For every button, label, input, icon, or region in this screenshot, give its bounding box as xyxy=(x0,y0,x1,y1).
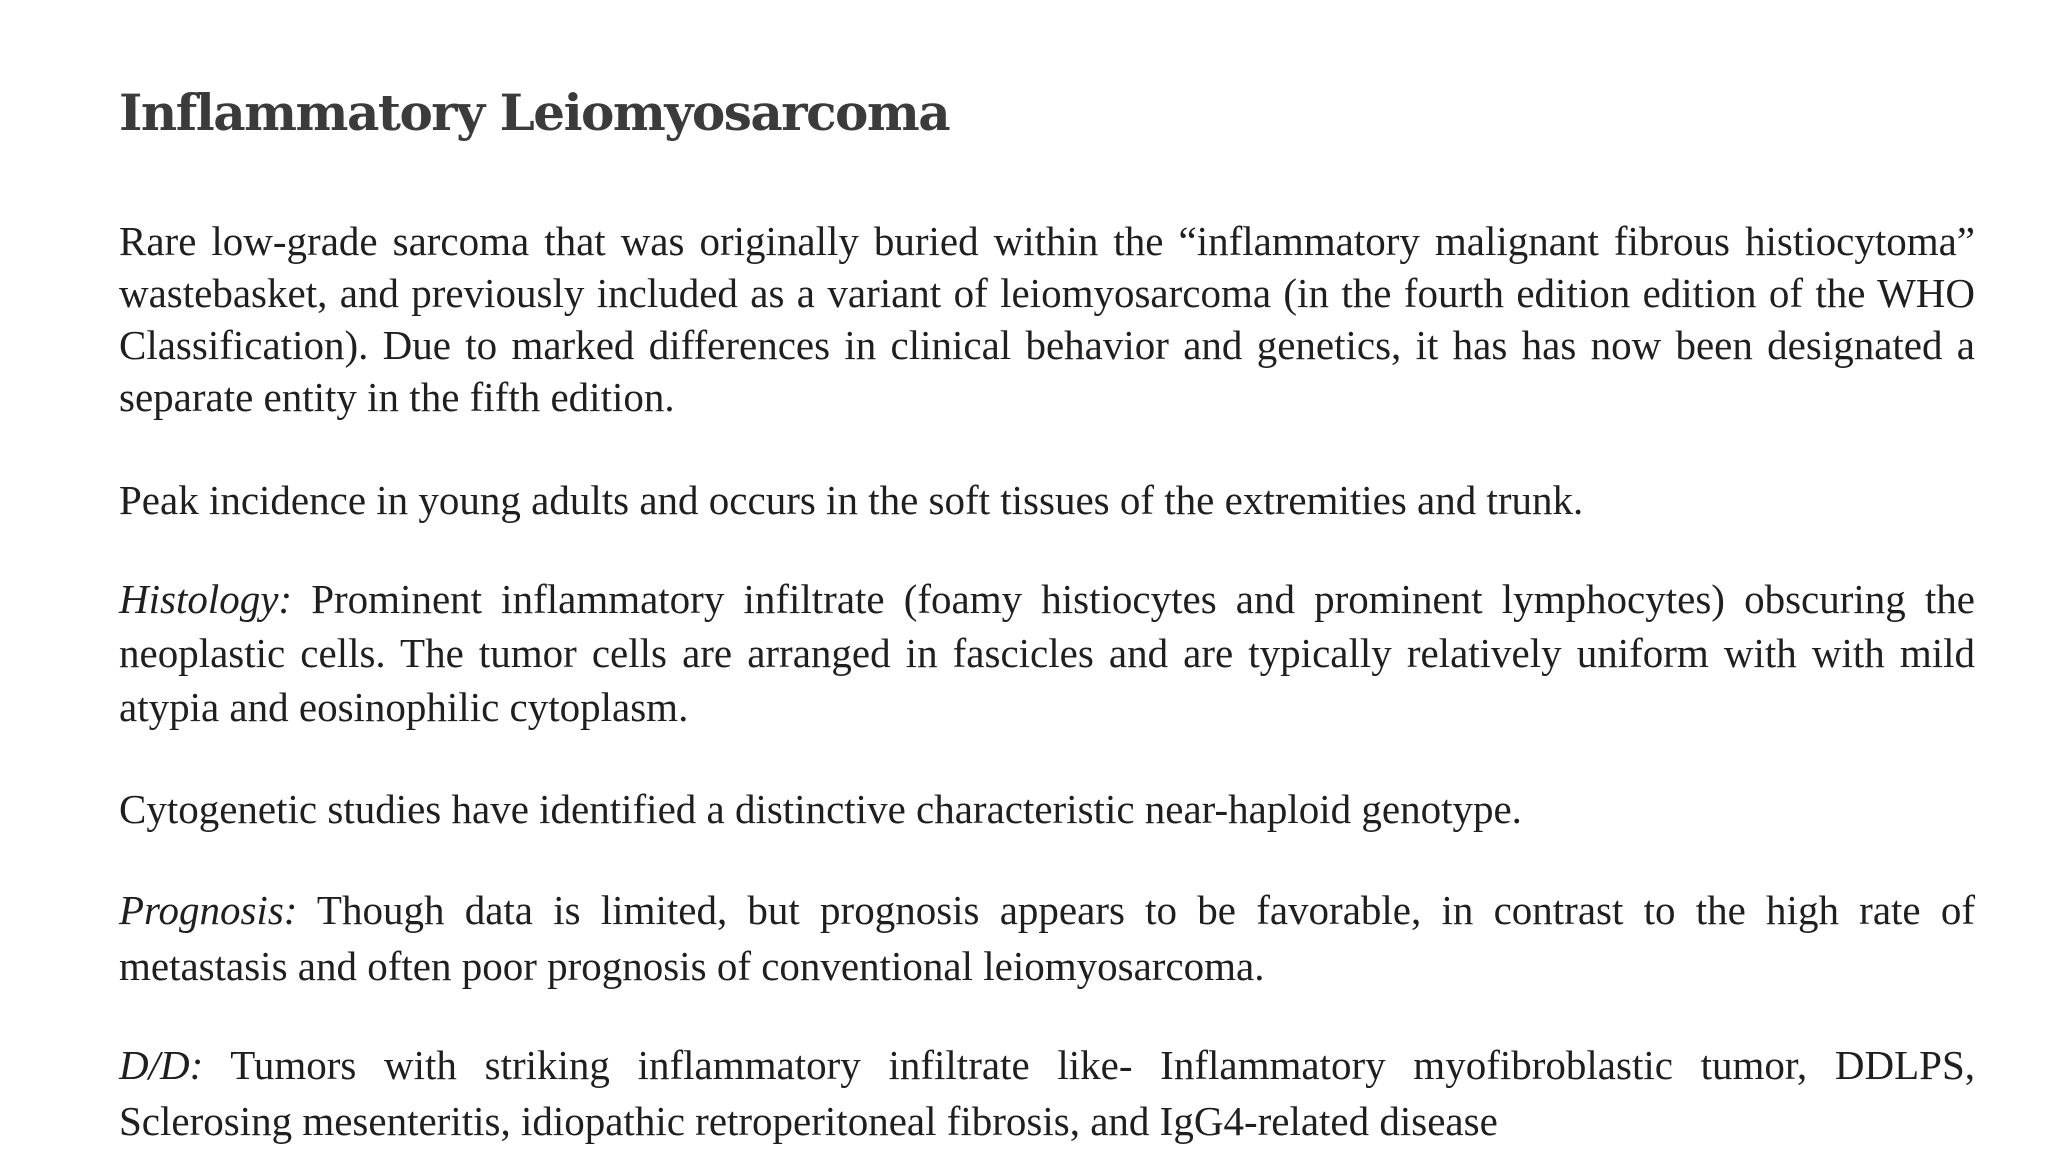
slide-title: Inflammatory Leiomyosarcoma xyxy=(119,83,950,142)
prognosis-text: Though data is limited, but prognosis appears to be favorable, in contrast to the high rate of metastasis and often poor prognosis of conventional leiomyosarcoma. xyxy=(119,887,1975,989)
differential-diagnosis-paragraph xyxy=(119,1037,1975,1149)
prognosis-label: Prognosis: xyxy=(119,887,298,933)
cytogenetics-paragraph: Cytogenetic studies have identified a distinctive characteristic near-haploid genotype. xyxy=(119,786,1522,832)
histology-paragraph xyxy=(119,572,1975,734)
dd-label: D/D: xyxy=(119,1042,204,1088)
incidence-paragraph: Peak incidence in young adults and occurs in the soft tissues of the extremities and trunk. xyxy=(119,477,1584,523)
histology-text: Prominent inflammatory infiltrate (foamy histiocytes and prominent lymphocytes) obscuring the neoplastic cells. The tumor cells are arranged in fascicles and are typically relatively uniform with with mild atypia and eosinophilic cytoplasm. xyxy=(119,576,1975,730)
intro-paragraph: Rare low-grade sarcoma that was originally buried within the “inflammatory malignant fibrous histiocytoma” wastebasket, and previously included as a variant of leiomyosarcoma (in the fourth edition edition of the WHO Classification). Due to marked differences in clinical behavior and genetics, it has has now been designated a separate entity in the fifth edition. xyxy=(119,218,1975,420)
prognosis-paragraph xyxy=(119,882,1975,994)
histology-label: Histology: xyxy=(119,576,293,622)
dd-text: Tumors with striking inflammatory infiltrate like- Inflammatory myofibroblastic tumor, DDLPS, Sclerosing mesenteritis, idiopathic retroperitoneal fibrosis, and IgG4-related disease xyxy=(119,1042,1975,1144)
